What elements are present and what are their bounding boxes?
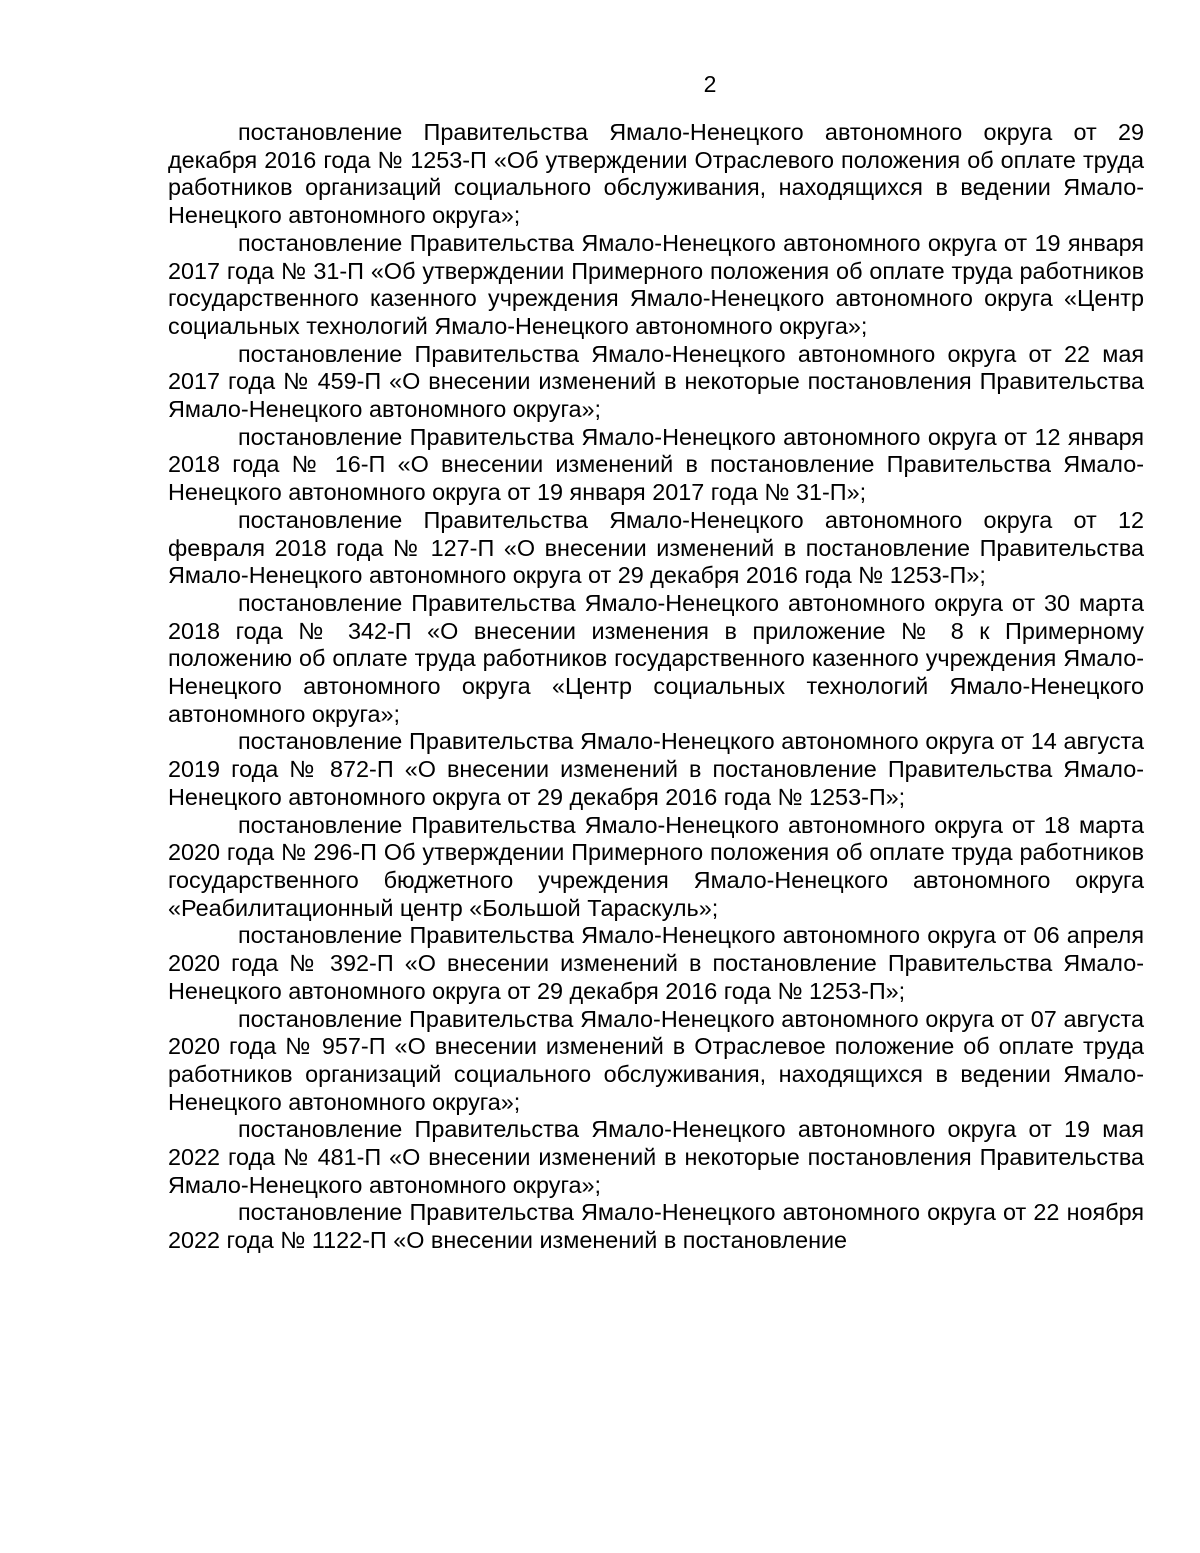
paragraph-11: постановление Правительства Ямало-Ненецкого автономного округа от 19 мая 2022 года № 481-П «О внесении изменений в некоторые постановления Правительства Ямало-Ненецкого автономного округа»; [168,1116,1144,1198]
paragraph-10: постановление Правительства Ямало-Ненецкого автономного округа от 07 августа 2020 года № 957-П «О внесении изменений в Отраслевое положение об оплате труда работников организаций социального обслуживания, находящихся в ведении Ямало-Ненецкого автономного округа»; [168,1005,1144,1115]
document-body [168,119,1144,1255]
paragraph-3: постановление Правительства Ямало-Ненецкого автономного округа от 22 мая 2017 года № 459-П «О внесении изменений в некоторые постановления Правительства Ямало-Ненецкого автономного округа»; [168,340,1144,423]
paragraph-5: постановление Правительства Ямало-Ненецкого автономного округа от 12 февраля 2018 года № 127-П «О внесении изменений в постановление Правительства Ямало-Ненецкого автономного округа от 29 декабря 2016 года № 1253-П»; [168,506,1144,589]
paragraph-1: постановление Правительства Ямало-Ненецкого автономного округа от 29 декабря 2016 года № 1253-П «Об утверждении Отраслевого положения об оплате труда работников организаций социального обслуживания, находящихся в ведении Ямало-Ненецкого автономного округа»; [168,119,1144,229]
paragraph-8: постановление Правительства Ямало-Ненецкого автономного округа от 18 марта 2020 года № 296-П Об утверждении Примерного положения об оплате труда работников государственного бюджетного учреждения Ямало-Ненецкого автономного округа «Реабилитационный центр «Большой Тараскуль»; [168,811,1144,921]
paragraph-6: постановление Правительства Ямало-Ненецкого автономного округа от 30 марта 2018 года № 342-П «О внесении изменения в приложение № 8 к Примерному положению об оплате труда работников государственного казенного учреждения Ямало-Ненецкого автономного округа «Центр социальных технологий Ямало-Ненецкого автономного округа»; [168,589,1144,727]
paragraph-2: постановление Правительства Ямало-Ненецкого автономного округа от 19 января 2017 года № 31-П «Об утверждении Примерного положения об оплате труда работников государственного казенного учреждения Ямало-Ненецкого автономного округа «Центр социальных технологий Ямало-Ненецкого автономного округа»; [168,229,1144,339]
paragraph-4: постановление Правительства Ямало-Ненецкого автономного округа от 12 января 2018 года № 16-П «О внесении изменений в постановление Правительства Ямало-Ненецкого автономного округа от 19 января 2017 года № 31-П»; [168,423,1144,506]
page-number: 2 [703,71,717,97]
paragraph-12: постановление Правительства Ямало-Ненецкого автономного округа от 22 ноября 2022 года № 1122-П «О внесении изменений в постановление [168,1199,1144,1254]
paragraph-9: постановление Правительства Ямало-Ненецкого автономного округа от 06 апреля 2020 года № 392-П «О внесении изменений в постановление Правительства Ямало-Ненецкого автономного округа от 29 декабря 2016 года № 1253-П»; [168,922,1144,1004]
paragraph-7: постановление Правительства Ямало-Ненецкого автономного округа от 14 августа 2019 года № 872-П «О внесении изменений в постановление Правительства Ямало-Ненецкого автономного округа от 29 декабря 2016 года № 1253-П»; [168,728,1144,810]
